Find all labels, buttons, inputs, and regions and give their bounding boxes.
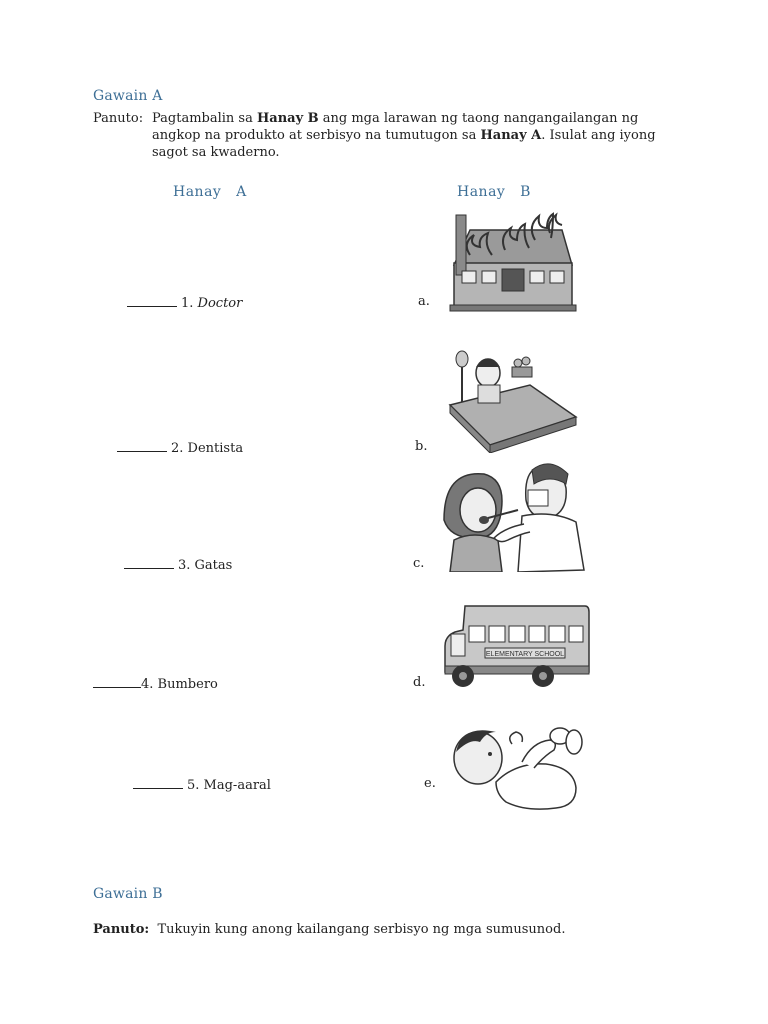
gawain-b-title: Gawain B (93, 886, 163, 902)
bus-label: ELEMENTARY SCHOOL (485, 651, 565, 658)
column-a-title: Hanay A (173, 184, 247, 200)
gawain-b-directions-text: Tukuyin kung anong kailangang serbisyo ng mga sumusunod. (149, 922, 566, 937)
directions-line-2: angkop na produkto at serbisyo na tumutugon sa Hanay A. Isulat ang iyong (152, 128, 656, 143)
school-bus-image (443, 600, 591, 692)
column-b-title: Hanay B (457, 184, 531, 200)
item-2: 2. Dentista (117, 439, 243, 456)
gawain-a-directions (152, 110, 712, 161)
gawain-a-directions-label: Panuto: (93, 111, 144, 126)
baby-image (452, 722, 586, 812)
directions-line-3: sagot sa kwaderno. (152, 145, 280, 160)
choice-letter-d: d. (413, 675, 426, 690)
item-3: 3. Gatas (124, 556, 232, 573)
choice-letter-a: a. (418, 294, 430, 309)
hanay-b-bold: Hanay B (256, 111, 319, 126)
item-4: 4. Bumbero (93, 675, 218, 692)
gawain-a-title: Gawain A (93, 88, 163, 104)
answer-blank[interactable] (124, 556, 174, 569)
hanay-a-bold: Hanay A (480, 128, 542, 143)
gawain-b-directions (93, 921, 565, 938)
answer-blank[interactable] (93, 675, 141, 688)
choice-letter-b: b. (415, 439, 428, 454)
sick-patient-in-bed-image (440, 345, 580, 453)
directions-line-1: Pagtambalin sa Hanay B ang mga larawan ng taong nangangailangan ng (152, 111, 639, 126)
burning-house-image (440, 205, 580, 315)
choice-letter-c: c. (413, 556, 425, 571)
answer-blank[interactable] (127, 294, 177, 307)
answer-blank[interactable] (117, 439, 167, 452)
answer-blank[interactable] (133, 776, 183, 789)
item-5: 5. Mag-aaral (133, 776, 271, 793)
choice-letter-e: e. (424, 776, 436, 791)
dentist-checking-patient-image (440, 460, 586, 572)
item-1: 1. Doctor (127, 294, 242, 311)
gawain-b-directions-label: Panuto: (93, 922, 150, 937)
